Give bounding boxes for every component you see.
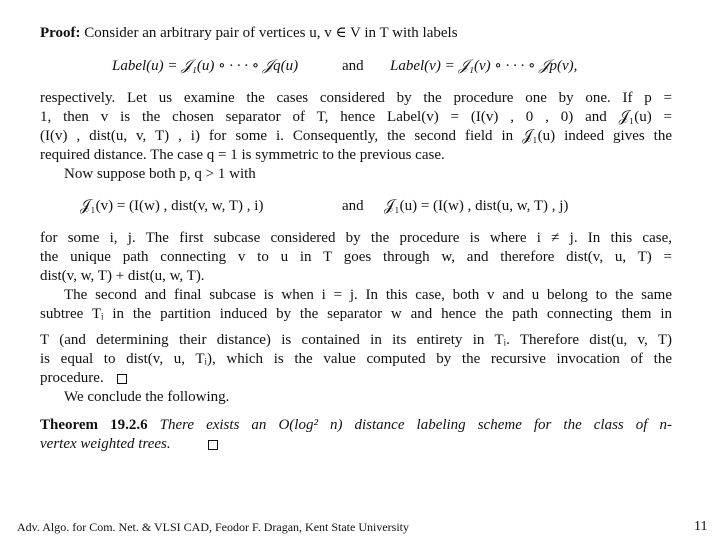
paragraph-5: We conclude the following. <box>64 389 230 405</box>
display-eq-2-right: 𝒥₁(u) = (I(w) , dist(u, w, T) , j) <box>384 198 569 214</box>
paragraph-3-line-3: dist(v, w, T) + dist(u, w, T). <box>40 268 205 284</box>
paragraph-4-line-4: is equal to dist(v, u, Tᵢ), which is the value computed by the recursive invocation of the <box>40 351 672 367</box>
display-eq-2-and: and <box>342 198 364 214</box>
proof-line-1 <box>40 24 672 43</box>
paragraph-2-intro: Now suppose both p, q > 1 with <box>64 166 256 182</box>
theorem-line-2 <box>40 435 672 454</box>
paragraph-4-line-2: subtree Tᵢ in the partition induced by the separator w and hence the path connecting them in <box>40 306 672 322</box>
footer-text: Adv. Algo. for Com. Net. & VLSI CAD, Feodor F. Dragan, Kent State University <box>17 520 410 534</box>
paragraph-4-line-5 <box>40 369 672 388</box>
display-eq-1-left: Label(u) = 𝒥₁(u) ∘ · · · ∘ 𝒥q(u) <box>112 58 299 74</box>
theorem-text-1: There exists an O(log² n) distance labeling scheme for the class of n- <box>159 417 672 433</box>
display-eq-1-and: and <box>342 58 364 74</box>
theorem-text-2: vertex weighted trees. <box>40 436 171 452</box>
paragraph-1-line-4: required distance. The case q = 1 is symmetric to the previous case. <box>40 147 445 163</box>
proof-label: Proof: <box>40 25 81 41</box>
paragraph-3-line-2: the unique path connecting v to u in T goes through w, and therefore dist(v, u, T) = <box>40 249 672 265</box>
paragraph-4-line-3: T (and determining their distance) is contained in its entirety in Tᵢ. Therefore dist(u, v, T) <box>40 332 672 348</box>
qed-square-icon <box>117 374 127 384</box>
qed-square-icon <box>208 440 218 450</box>
paragraph-1-line-3: (I(v) , dist(u, v, T) , i) for some i. Consequently, the second field in 𝒥₁(u) indeed gives the <box>40 128 672 144</box>
display-eq-1-right: Label(v) = 𝒥₁(v) ∘ · · · ∘ 𝒥p(v), <box>390 58 578 74</box>
paragraph-4-line-1: The second and final subcase is when i = j. In this case, both v and u belong to the same <box>64 287 672 303</box>
proof-text: Consider an arbitrary pair of vertices u, v ∈ V in T with labels <box>84 25 458 41</box>
page-number: 11 <box>694 519 708 534</box>
theorem-line-1 <box>40 416 672 435</box>
theorem-label: Theorem 19.2.6 <box>40 417 148 433</box>
paragraph-1-line-2: 1, then v is the chosen separator of T, hence Label(v) = (I(v) , 0 , 0) and 𝒥₁(u) = <box>40 109 672 125</box>
paragraph-3-line-1: for some i, j. The first subcase considered by the procedure is where i ≠ j. In this case, <box>40 230 672 246</box>
display-eq-2-left: 𝒥₁(v) = (I(w) , dist(v, w, T) , i) <box>80 198 264 214</box>
paragraph-1-line-1: respectively. Let us examine the cases considered by the procedure one by one. If p = <box>40 90 672 106</box>
paragraph-4-line-5-text: procedure. <box>40 370 104 386</box>
